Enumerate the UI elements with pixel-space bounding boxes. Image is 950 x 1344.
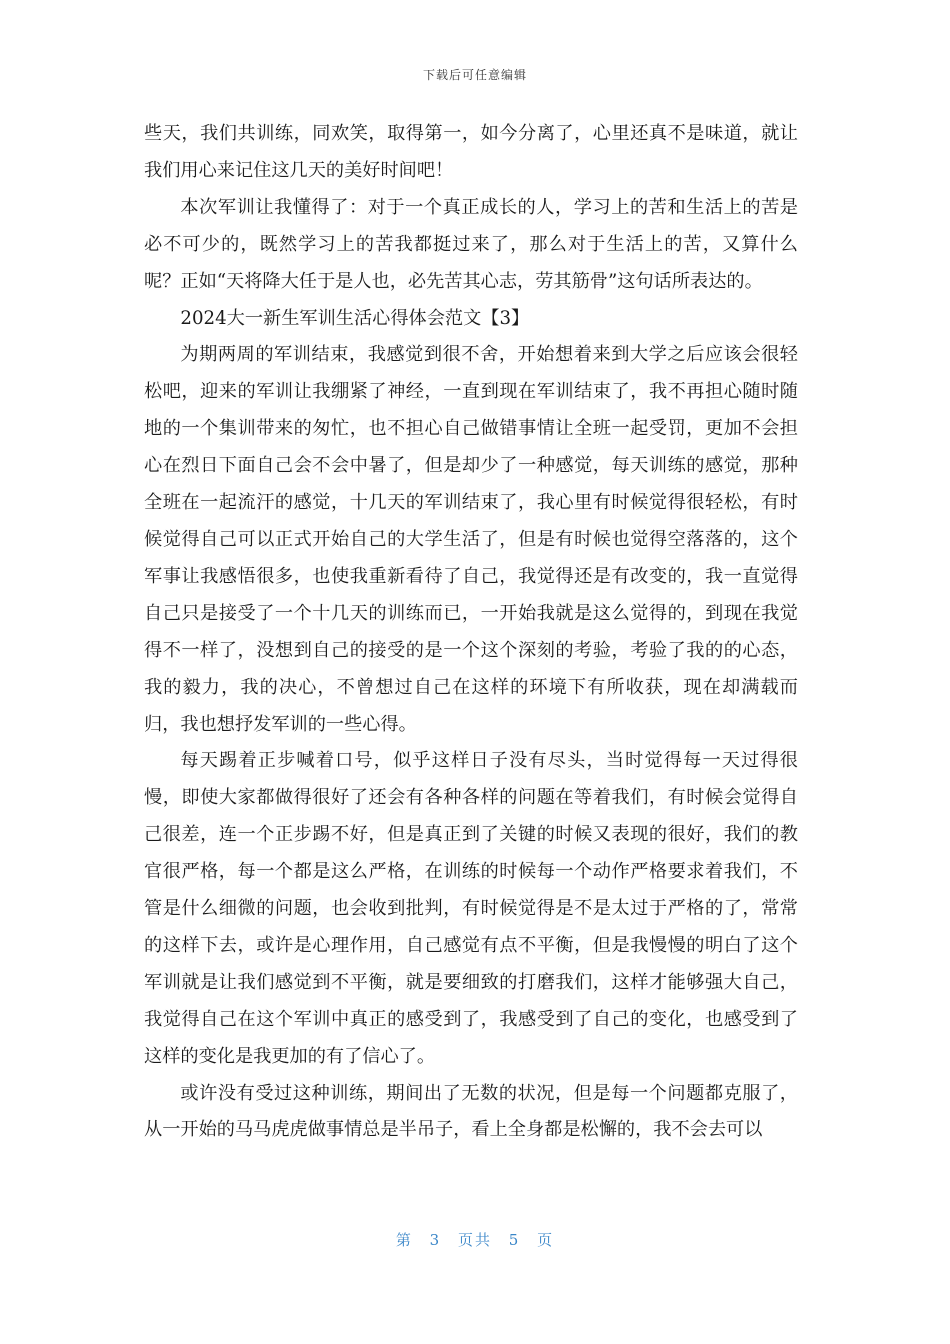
paragraph: 或许没有受过这种训练，期间出了无数的状况，但是每一个问题都克服了，从一开始的马马虎虎做事情总是半吊子，看上全身都是松懈的，我不会去可以	[144, 1082, 798, 1141]
page-number-footer: 第 3 页共 5 页	[395, 1231, 555, 1249]
page-header: 下载后可任意编辑	[422, 68, 527, 82]
paragraph-continued: 些天，我们共训练，同欢笑，取得第一，如今分离了，心里还真不是味道，就让我们用心来记住这几天的美好时间吧！	[144, 123, 798, 181]
section-heading: 2024大一新生军训生活心得体会范文【3】	[180, 307, 530, 329]
paragraph: 为期两周的军训结束，我感觉到很不舍，开始想着来到大学之后应该会很轻松吧，迎来的军训让我绷紧了神经，一直到现在军训结束了，我不再担心随时随地的一个集训带来的匆忙，也不担心自己做错事情让全班一起受罚，更加不会担心在烈日下面自己会不会中暑了，但是却少了一种感觉，每天训练的感觉，那种全班在一起流汗的感觉，十几天的军训结束了，我心里有时候觉得很轻松，有时候觉得自己可以正式开始自己的大学生活了，但是有时候也觉得空落落的，这个军事让我感悟很多，也使我重新看待了自己，我觉得还是有改变的，我一直觉得自己只是接受了一个十几天的训练而已，一开始我就是这么觉得的，到现在我觉得不一样了，没想到自己的接受的是一个这个深刻的考验，考验了我的的心态，我的毅力，我的决心，不曾想过自己在这样的环境下有所收获，现在却满载而归，我也想抒发军训的一些心得。	[144, 344, 798, 735]
document-body	[144, 116, 798, 1149]
paragraph: 每天踢着正步喊着口号，似乎这样日子没有尽头，当时觉得每一天过得很慢，即使大家都做得很好了还会有各种各样的问题在等着我们，有时候会觉得自己很差，连一个正步踢不好，但是真正到了关键的时候又表现的很好，我们的教官很严格，每一个都是这么严格，在训练的时候每一个动作严格要求着我们，不管是什么细微的问题，也会收到批判，有时候觉得是不是太过于严格的了，常常的这样下去，或许是心理作用，自己感觉有点不平衡，但是我慢慢的明白了这个军训就是让我们感觉到不平衡，就是要细致的打磨我们，这样才能够强大自己，我觉得自己在这个军训中真正的感受到了，我感受到了自己的变化，也感受到了这样的变化是我更加的有了信心了。	[144, 750, 798, 1067]
paragraph: 本次军训让我懂得了：对于一个真正成长的人，学习上的苦和生活上的苦是必不可少的，既然学习上的苦我都挺过来了，那么对于生活上的苦，又算什么呢？正如“天将降大任于是人也，必先苦其心志，劳其筋骨”这句话所表达的。	[144, 196, 798, 292]
